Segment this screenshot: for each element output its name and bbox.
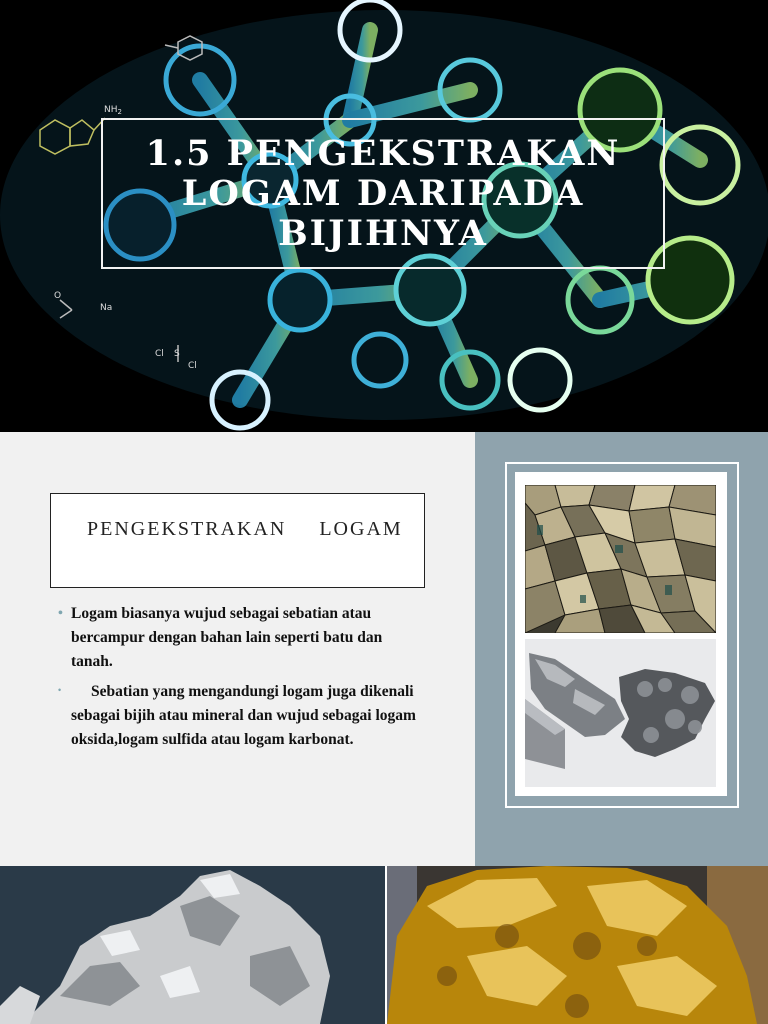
pyrite-crystals-image [525,485,716,633]
na-label: Na [100,303,113,313]
gold-nugget-image [387,866,768,1024]
sulfur-label: S [174,349,180,359]
bottom-images [0,866,768,1024]
subtitle-box [50,493,425,588]
hero-banner [0,0,768,432]
zinc-metal-image [525,639,716,787]
native-silver-image [0,866,385,1024]
subtitle: PENGEKSTRAKAN LOGAM [87,518,403,540]
nh2-label: $NH_2$ [104,105,122,116]
bullet-marker: • [58,685,62,695]
bullet-marker: • [58,606,63,621]
bullet-text: Logam biasanya wujud sebagai sebatian atau bercampur dengan bahan lain seperti batu dan tanah. [71,605,383,670]
bullet-list [58,602,418,758]
bullet-item [58,602,418,674]
content-section [0,432,768,866]
title-box [101,118,665,269]
cl-label-left: Cl [155,349,164,359]
bullet-text: Sebatian yang mengandungi logam juga dikenali sebagai bijih atau mineral dan wujud sebagai logam oksida,logam sulfida atau logam karbonat. [71,683,416,748]
cl-label-right: Cl [188,361,197,371]
slide-title: 1.5 PENGEKSTRAKAN LOGAM DARIPADA BIJIHNYA [145,132,621,254]
text-panel [0,432,475,866]
oxygen-label: O [54,291,62,301]
bullet-item [58,680,418,752]
